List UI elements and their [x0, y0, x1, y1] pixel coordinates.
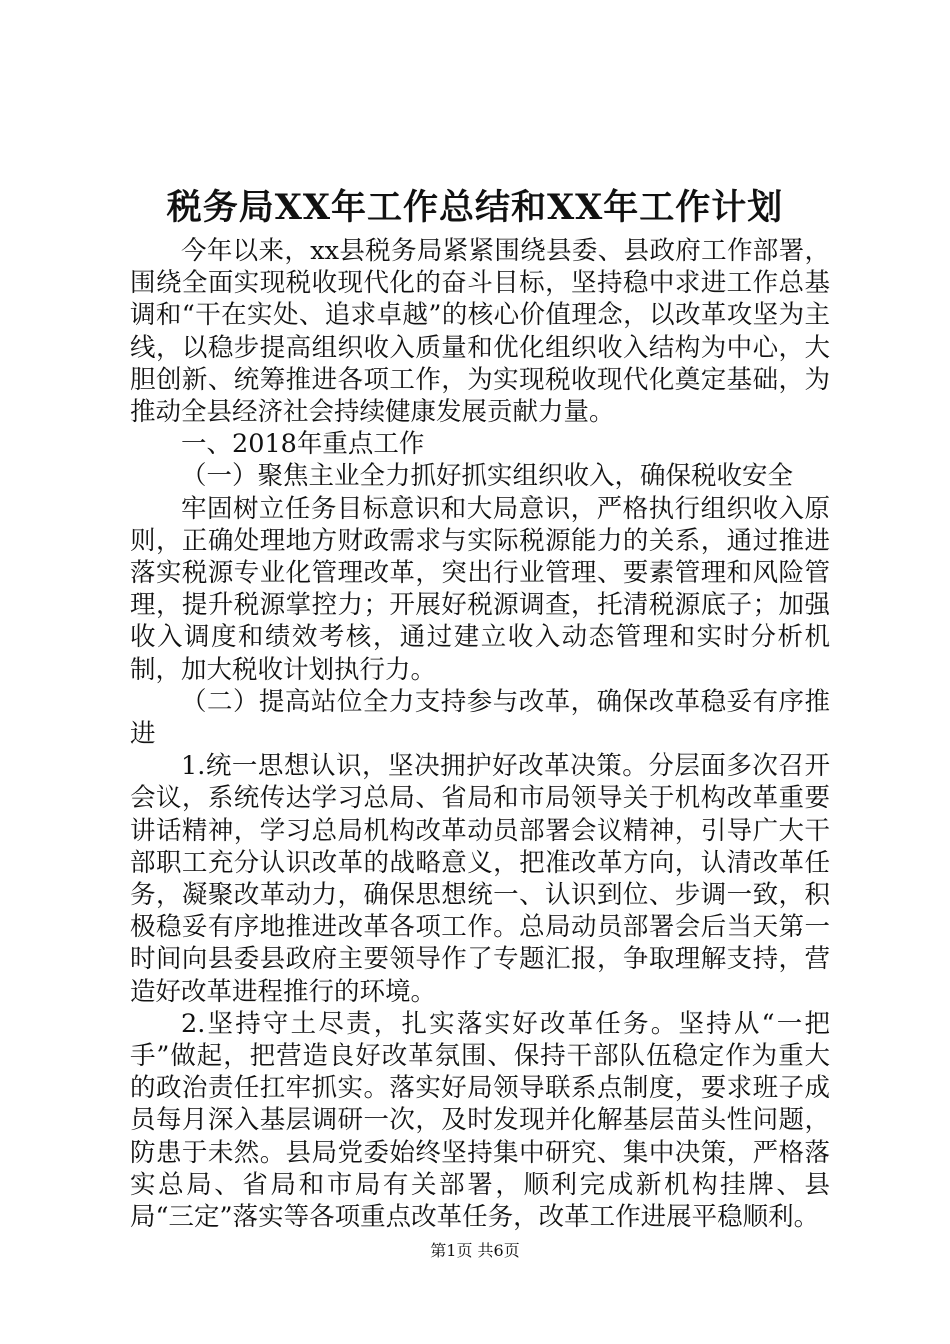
section-heading-1: 一、2018年重点工作 [181, 429, 425, 460]
document-body [130, 235, 830, 1233]
item-1-paragraph: 1.统一思想认识，坚决拥护好改革决策。分层面多次召开会议，系统传达学习总局、省局和市局领导关于机构改革重要讲话精神，学习总局机构改革动员部署会议精神，引导广大干部职工充分认识改革的战略意义，把准改革方向，认清改革任务，凝聚改革动力，确保思想统一、认识到位、步调一致，积极稳妥有序地推进改革各项工作。总局动员部署会后当天第一时间向县委县政府主要领导作了专题汇报，争取理解支持，营造好改革进程推行的环境。 [130, 751, 830, 1007]
document-title: 税务局XX年工作总结和XX年工作计划 [166, 187, 784, 228]
page-number-footer: 第1页 共6页 [430, 1241, 520, 1260]
subsection-heading-1: （一）聚焦主业全力抓好抓实组织收入，确保税收安全 [181, 461, 794, 492]
subsection-heading-2: （二）提高站位全力支持参与改革，确保改革稳妥有序推进 [130, 686, 830, 750]
item-2-paragraph: 2.坚持守土尽责，扎实落实好改革任务。坚持从“一把手”做起，把营造良好改革氛围、保持干部队伍稳定作为重大的政治责任扛牢抓实。落实好局领导联系点制度，要求班子成员每月深入基层调研一次，及时发现并化解基层苗头性问题，防患于未然。县局党委始终坚持集中研究、集中决策，严格落实总局、省局和市局有关部署，顺利完成新机构挂牌、县局“三定”落实等各项重点改革任务，改革工作进展平稳顺利。 [130, 1008, 830, 1233]
subsection-1-paragraph: 牢固树立任务目标意识和大局意识，严格执行组织收入原则，正确处理地方财政需求与实际税源能力的关系，通过推进落实税源专业化管理改革，突出行业管理、要素管理和风险管理，提升税源掌控力；开展好税源调查，托清税源底子；加强收入调度和绩效考核，通过建立收入动态管理和实时分析机制，加大税收计划执行力。 [130, 493, 830, 685]
intro-paragraph: 今年以来，xx县税务局紧紧围绕县委、县政府工作部署，围绕全面实现税收现代化的奋斗目标，坚持稳中求进工作总基调和“干在实处、追求卓越”的核心价值理念，以改革攻坚为主线，以稳步提高组织收入质量和优化组织收入结构为中心，大胆创新、统筹推进各项工作，为实现税收现代化奠定基础，为推动全县经济社会持续健康发展贡献力量。 [130, 236, 830, 428]
